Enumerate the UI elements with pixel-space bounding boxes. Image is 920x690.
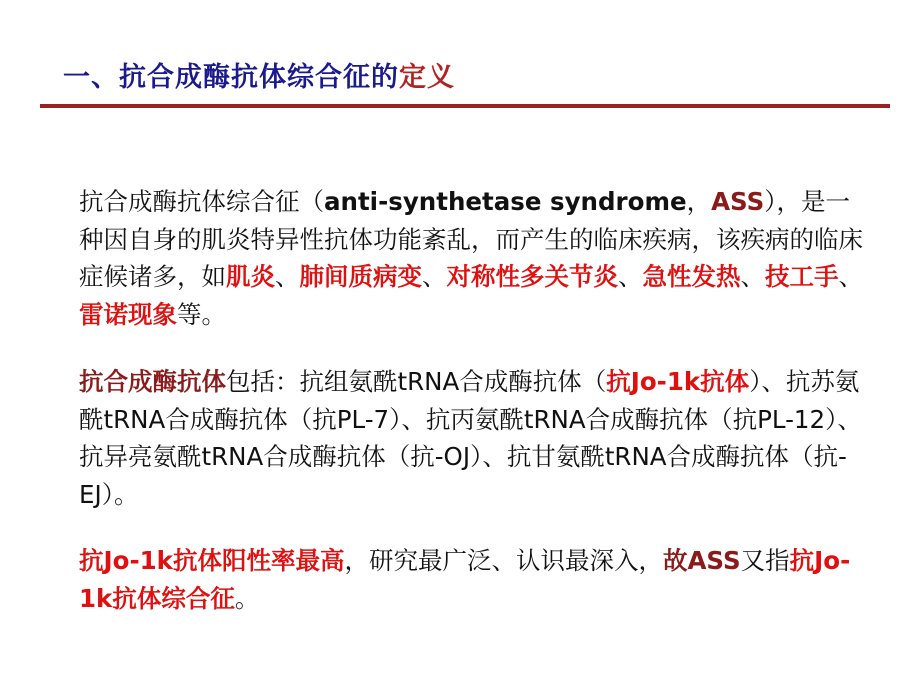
p1-abbreviation: ASS bbox=[711, 187, 765, 216]
antibodies-paragraph bbox=[79, 363, 869, 513]
p1-symptom-ild: 肺间质病变 bbox=[299, 262, 422, 291]
p2-term: 抗合成酶抗体 bbox=[79, 367, 226, 396]
p3-highlight: 抗Jo-1k抗体阳性率最高 bbox=[79, 546, 345, 575]
p2-text: 包括：抗组氨酰tRNA合成酶抗体（ bbox=[226, 367, 607, 396]
p3-text: 又指 bbox=[740, 546, 790, 575]
p3-text: 。 bbox=[234, 583, 260, 613]
slide-title bbox=[63, 55, 455, 94]
p3-text: ，研究最广泛、认识最深入， bbox=[344, 546, 663, 575]
p1-separator: 、 bbox=[275, 262, 300, 291]
p1-separator: 、 bbox=[838, 262, 863, 291]
p2-jo1-antibody: 抗Jo-1k抗体 bbox=[606, 367, 750, 396]
p1-text: 抗合成酶抗体综合征（ bbox=[79, 187, 324, 216]
definition-paragraph bbox=[79, 183, 869, 333]
p3-ass: 故ASS bbox=[662, 546, 741, 575]
p1-symptom-arthritis: 对称性多关节炎 bbox=[446, 262, 618, 291]
p1-symptom-raynaud: 雷诺现象 bbox=[79, 299, 177, 329]
slide-title-accent: 定义 bbox=[399, 62, 455, 93]
p3-jo1-syndrome: 抗Jo-1k抗体综合征 bbox=[79, 546, 851, 613]
p1-text: ， bbox=[686, 187, 712, 216]
p1-symptom-mechanic-hands: 技工手 bbox=[765, 262, 839, 291]
conclusion-paragraph bbox=[79, 542, 869, 617]
p2-text: ）、抗苏氨酰tRNA合成酶抗体（抗PL-7）、抗丙氨酰tRNA合成酶抗体（抗PL-12）、抗异亮氨酰tRNA合成酶抗体（抗-OJ）、抗甘氨酰tRNA合成酶抗体（抗-EJ）。 bbox=[79, 367, 862, 509]
p1-text: ），是一种因自身的肌炎特异性抗体功能紊乱，而产生的临床疾病，该疾病的临床症候诸多，如 bbox=[79, 187, 863, 291]
p1-symptom-fever: 急性发热 bbox=[642, 262, 741, 291]
p1-symptom-myositis: 肌炎 bbox=[226, 262, 275, 291]
p1-separator: 、 bbox=[618, 262, 643, 291]
p1-separator: 、 bbox=[740, 262, 765, 291]
title-divider bbox=[40, 104, 890, 108]
slide-title-main: 一、抗合成酶抗体综合征的 bbox=[63, 62, 399, 93]
p1-separator: 、 bbox=[422, 262, 447, 291]
p1-english-name: anti-synthetase syndrome bbox=[324, 187, 687, 216]
p1-text: 等。 bbox=[177, 299, 226, 329]
